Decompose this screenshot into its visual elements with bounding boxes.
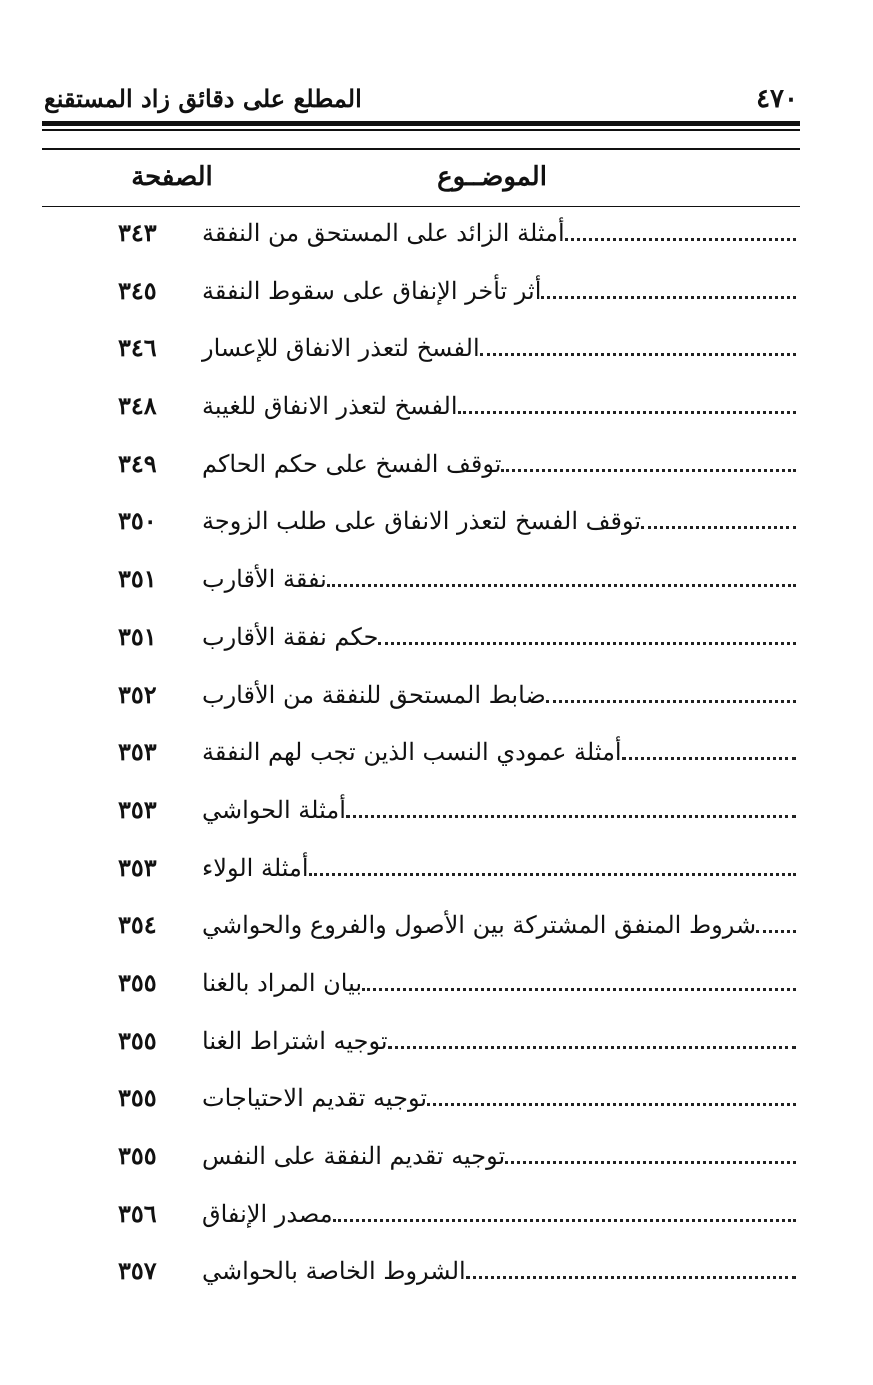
- dot-leader: [327, 584, 796, 587]
- toc-row: [42, 1128, 800, 1186]
- toc-row: [42, 782, 800, 840]
- running-header: [42, 80, 800, 120]
- toc-entry-page: ٣٤٨: [118, 391, 157, 421]
- table-of-contents: [42, 205, 800, 1301]
- toc-row: [42, 320, 800, 378]
- page-column-heading: الصفحة: [131, 162, 213, 192]
- toc-row: [42, 1243, 800, 1301]
- toc-entry-title: أمثلة الولاء: [202, 853, 309, 882]
- page-number: ٤٧٠: [756, 84, 798, 114]
- toc-entry-page: ٣٥١: [118, 621, 157, 651]
- dot-leader: [565, 238, 796, 241]
- toc-entry-title: أمثلة عمودي النسب الذين تجب لهم النفقة: [202, 738, 622, 767]
- toc-entry-page: ٣٥٣: [118, 852, 157, 882]
- toc-entry-page: ٣٥٤: [118, 910, 157, 940]
- dot-leader: [378, 642, 796, 645]
- dot-leader: [346, 815, 796, 818]
- toc-entry-title: الفسخ لتعذر الانفاق للإعسار: [202, 334, 480, 363]
- toc-entry-title: توجيه تقديم النفقة على النفس: [202, 1142, 506, 1170]
- book-title: المطلع على دقائق زاد المستقنع: [44, 84, 362, 113]
- dot-leader: [505, 1161, 796, 1164]
- dot-leader: [541, 296, 796, 299]
- toc-row: [42, 205, 800, 263]
- toc-entry-title: حكم نفقة الأقارب: [202, 622, 379, 651]
- toc-entry-page: ٣٥٥: [118, 1141, 157, 1170]
- header-rule-thin: [42, 129, 800, 131]
- toc-row: [42, 493, 800, 551]
- toc-row: [42, 551, 800, 609]
- toc-entry-page: ٣٥٥: [118, 1025, 157, 1055]
- toc-entry-title: نفقة الأقارب: [202, 565, 327, 594]
- toc-row: [42, 667, 800, 725]
- dot-leader: [458, 411, 796, 414]
- toc-entry-title: شروط المنفق المشتركة بين الأصول والفروع والحواشي: [202, 911, 757, 940]
- toc-entry-page: ٣٤٥: [118, 275, 157, 305]
- dot-leader: [388, 1046, 796, 1049]
- toc-entry-page: ٣٥٣: [118, 737, 157, 767]
- toc-entry-title: مصدر الإنفاق: [202, 1199, 333, 1228]
- toc-entry-title: توجيه تقديم الاحتياجات: [202, 1084, 428, 1113]
- dot-leader: [466, 1276, 796, 1279]
- toc-entry-title: بيان المراد بالغنا: [202, 968, 363, 997]
- toc-entry-page: ٣٤٦: [118, 333, 157, 363]
- toc-row: [42, 609, 800, 667]
- toc-entry-page: ٣٥٠: [118, 506, 157, 536]
- toc-entry-page: ٣٥٢: [118, 679, 157, 709]
- dot-leader: [427, 1103, 796, 1106]
- topic-column-heading: الموضــوع: [437, 162, 547, 192]
- dot-leader: [362, 988, 796, 991]
- toc-entry-page: ٣٥٥: [118, 967, 157, 997]
- toc-entry-title: أمثلة الحواشي: [202, 795, 346, 824]
- toc-entry-page: ٣٥٥: [118, 1083, 157, 1113]
- toc-entry-title: أمثلة الزائد على المستحق من النفقة: [202, 219, 565, 247]
- toc-entry-page: ٣٤٩: [118, 448, 157, 478]
- toc-row: [42, 436, 800, 494]
- toc-row: [42, 840, 800, 898]
- toc-entry-title: توقف الفسخ على حكم الحاكم: [202, 449, 502, 478]
- toc-entry-title: توقف الفسخ لتعذر الانفاق على طلب الزوجة: [202, 507, 642, 536]
- dot-leader: [333, 1219, 796, 1222]
- toc-entry-page: ٣٥٦: [118, 1198, 157, 1228]
- dot-leader: [480, 353, 796, 356]
- header-rule-thick: [42, 121, 800, 126]
- dot-leader: [756, 930, 796, 933]
- toc-entry-title: الشروط الخاصة بالحواشي: [202, 1257, 466, 1286]
- toc-entry-page: ٣٥٧: [118, 1256, 157, 1286]
- toc-entry-page: ٣٥٣: [118, 794, 157, 824]
- dot-leader: [501, 469, 796, 472]
- toc-row: [42, 1186, 800, 1244]
- toc-row: [42, 263, 800, 321]
- toc-row: [42, 724, 800, 782]
- toc-entry-title: الفسخ لتعذر الانفاق للغيبة: [202, 392, 458, 421]
- dot-leader: [622, 757, 796, 760]
- column-headings: [42, 148, 800, 207]
- dot-leader: [309, 873, 796, 876]
- dot-leader: [641, 526, 796, 529]
- toc-entry-page: ٣٥١: [118, 564, 157, 594]
- toc-row: [42, 955, 800, 1013]
- toc-row: [42, 378, 800, 436]
- toc-row: [42, 1070, 800, 1128]
- dot-leader: [546, 700, 796, 703]
- toc-row: [42, 897, 800, 955]
- toc-entry-title: ضابط المستحق للنفقة من الأقارب: [202, 680, 546, 709]
- toc-entry-page: ٣٤٣: [118, 218, 157, 247]
- toc-entry-title: أثر تأخر الإنفاق على سقوط النفقة: [202, 276, 542, 305]
- toc-row: [42, 1013, 800, 1071]
- toc-entry-title: توجيه اشتراط الغنا: [202, 1026, 388, 1055]
